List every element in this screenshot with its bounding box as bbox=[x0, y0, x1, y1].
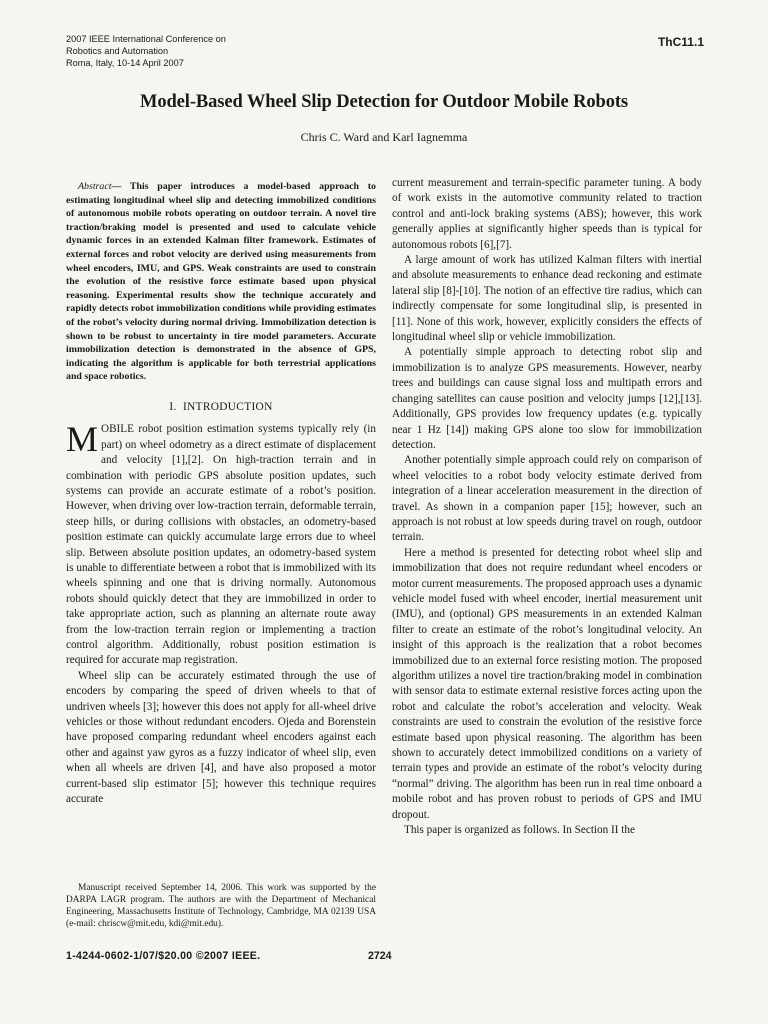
isbn-copyright: 1-4244-0602-1/07/$20.00 ©2007 IEEE. bbox=[66, 950, 261, 962]
section-numeral: I. bbox=[169, 400, 177, 413]
right-paragraph-1: current measurement and terrain-specific parameter tuning. A body of work exists in the automotive community related to traction control and anti-lock braking systems (ABS); however, this work generally applies at significantly higher speeds than is typical for autonomous robots [6],[7]. bbox=[392, 177, 702, 251]
conference-line-3: Roma, Italy, 10-14 April 2007 bbox=[66, 57, 184, 68]
abstract-dash: — bbox=[111, 181, 130, 192]
right-column bbox=[392, 176, 702, 838]
conference-line-2: Robotics and Automation bbox=[66, 45, 169, 56]
section-title-rest: NTRODUCTION bbox=[187, 400, 273, 413]
conference-header bbox=[66, 34, 326, 69]
session-code: ThC11.1 bbox=[657, 35, 704, 49]
paper-title: Model-Based Wheel Slip Detection for Outdoor Mobile Robots bbox=[139, 92, 629, 112]
right-paragraph-5: Here a method is presented for detecting robot wheel slip and immobilization that does not require redundant wheel encoders or motor current measurements. The proposed approach uses a dynamic vehicle model fused with wheel encoder, inertial measurement unit (IMU), and (optional) GPS measurements in an extended Kalman filter to create an estimate of the robot’s longitudinal velocity. An insight of this approach is the realization that a robot becomes immobilized due to an external force resisting motion. The proposed algorithm utilizes a novel tire traction/braking model in combination with sensor data to estimate external resistive forces acting upon the robot and calculate the robot’s acceleration and velocity. Weak constraints are used to constrain the evolution of the resistive force estimate based upon physical reasoning. The algorithm has been shown to accurately detect immobilized conditions on a variety of terrain types and provide an estimate of the robot’s velocity during “normal” driving. The algorithm has been run in real time onboard a mobile robot and has proven robust to periods of GPS and IMU dropout. bbox=[392, 546, 702, 821]
intro-paragraph-1-text: OBILE robot position estimation systems typically rely (in part) on wheel odometry as a direct estimate of displacement and velocity [1],[2]. On high-traction terrain and in combination with periodic GPS absolute position updates, such systems can provide an accurate estimate of a robot’s position. However, when driving over low-traction terrain, deformable terrain, steep hills, or during collisions with obstacles, an odometry-based position estimate can quickly accumulate large errors due to wheel slip. Between absolute position updates, an odometry-based system is unable to differentiate between a robot that is immobilized with its wheels spinning and one that is driving normally. Autonomous robots should quickly detect that they are immobilized in order to take appropriate action, such as planning an alternate route away from the low-traction terrain region or implementing a traction control algorithm. Additionally, robust position estimation is required for accurate map registration. bbox=[66, 423, 376, 667]
right-paragraph-3: A potentially simple approach to detecting robot slip and immobilization is to analyze GPS measurements. However, nearby trees and buildings can cause signal loss and multipath errors and changing satellites can cause position and velocity jumps [12],[13]. Additionally, GPS provides low frequency updates (e.g. typically near 1 Hz [14]) making GPS alone too slow for immobilization detection. bbox=[392, 346, 702, 451]
left-column bbox=[66, 180, 376, 807]
intro-paragraph-1 bbox=[66, 419, 376, 669]
section-title-first: I bbox=[182, 400, 188, 413]
page-number: 2724 bbox=[368, 950, 392, 962]
right-paragraph-2: A large amount of work has utilized Kalman filters with inertial and absolute measurements to enhance dead reckoning and estimate lateral slip [8]-[10]. The notion of an effective tire radius, which can indirectly compensate for some longitudinal slip, is presented in [11]. None of this work, however, explicitly considers the effects of longitudinal wheel slip or vehicle immobilization. bbox=[392, 254, 702, 344]
section-heading-introduction bbox=[66, 400, 376, 415]
abstract bbox=[66, 180, 376, 384]
right-paragraph-6: This paper is organized as follows. In Section II the bbox=[404, 824, 635, 837]
abstract-label: Abstract bbox=[78, 181, 112, 192]
paper-authors: Chris C. Ward and Karl Iagnemma bbox=[300, 130, 468, 144]
intro-paragraph-2: Wheel slip can be accurately estimated through the use of encoders by comparing the speed of driven wheels to that of undriven wheels [3]; however this does not apply for all-wheel drive vehicles or those without redundant encoders. Ojeda and Borenstein have proposed comparing redundant wheel encoders against each other and against yaw gyros as a fuzzy indicator of wheel slip, even when all wheels are driven [4], and have also proposed a motor current-based slip estimator [5]; however this technique requires accurate bbox=[66, 669, 376, 806]
manuscript-footnote: Manuscript received September 14, 2006. This work was supported by the DARPA LAGR program. The authors are with the Department of Mechanical Engineering, Massachusetts Institute of Technology, Cambridge, MA 02139 USA (e-mail: chriscw@mit.edu, kdi@mit.edu). bbox=[66, 883, 376, 929]
right-paragraph-4: Another potentially simple approach could rely on comparison of wheel velocities to a robot body velocity estimate derived from integration of a linear acceleration measurement in the direction of travel. As shown in a companion paper [15]; however, such an approach is not robust at low speeds during travel on rough, outdoor terrain. bbox=[392, 454, 702, 544]
abstract-text: This paper introduces a model-based approach to estimating longitudinal wheel slip and detecting immobilized conditions of autonomous mobile robots operating on outdoor terrain. A novel tire traction/braking model is presented and used to calculate vehicle dynamic forces in an extended Kalman filter framework. Estimates of external forces and robot velocity are derived using measurements from wheel encoders, IMU, and GPS. Weak constraints are used to constrain the evolution of the resistive force estimate based upon physical reasoning. Experimental results show the technique accurately and rapidly detects robot immobilization conditions while providing estimates of the robot’s velocity during normal driving. Immobilization detection is shown to be robust to uncertainty in tire model parameters. Accurate immobilization detection is demonstrated in the absence of GPS, indicating the algorithm is applicable for both terrestrial applications and space robotics. bbox=[66, 181, 376, 383]
drop-cap: M bbox=[66, 419, 99, 460]
conference-line-1: 2007 IEEE International Conference on bbox=[66, 34, 226, 44]
